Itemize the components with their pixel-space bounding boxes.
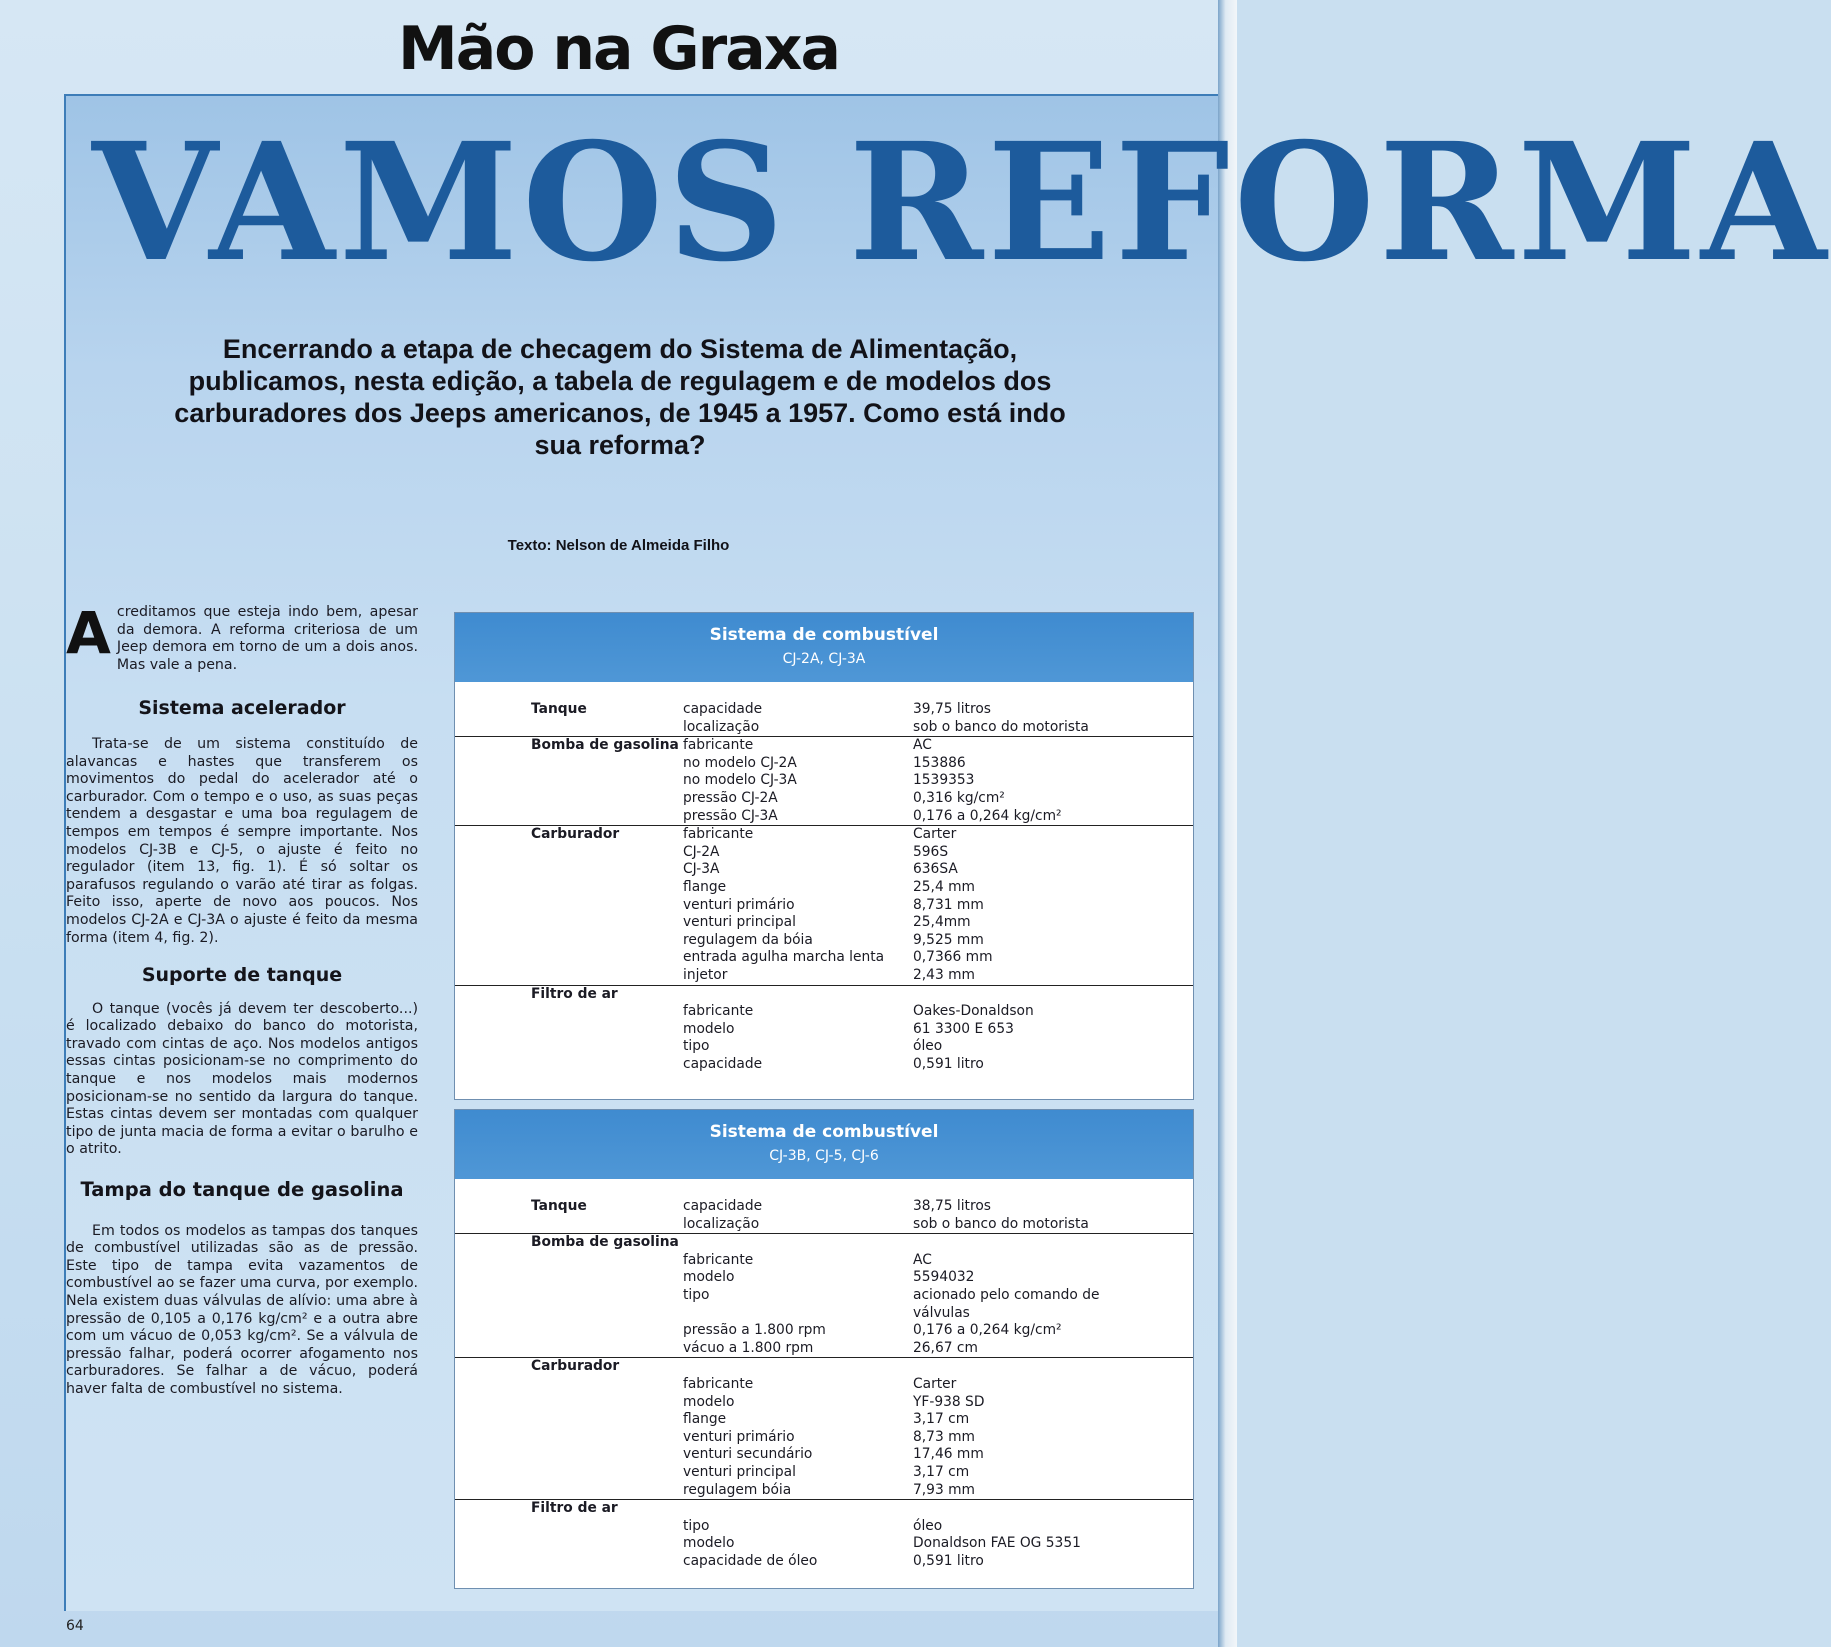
table-row: [455, 755, 1193, 773]
row-parameter: flange: [683, 878, 727, 895]
table-row: [455, 701, 1193, 719]
row-value: 38,75 litros: [913, 1198, 991, 1214]
table-row: [455, 1287, 1193, 1305]
section-heading: Suporte de tanque: [141, 964, 343, 987]
table-row: [455, 1340, 1193, 1359]
table-row: [455, 897, 1193, 915]
table-row: [455, 1376, 1193, 1394]
row-value: sob o banco do motorista: [913, 1215, 1089, 1232]
table-row: [455, 1252, 1193, 1270]
table-body: [455, 1198, 1193, 1570]
table-row: [455, 986, 1193, 1004]
row-parameter: modelo: [683, 1393, 735, 1410]
series-title: Mão na Graxa: [398, 14, 839, 84]
table-subtitle: CJ-3B, CJ-5, CJ-6: [769, 1148, 879, 1164]
table-row: [455, 1234, 1193, 1252]
table-row: [455, 1464, 1193, 1482]
table-row: [455, 932, 1193, 950]
section-body: Em todos os modelos as tampas dos tanques de combustível utilizadas são as de pressão. Este tipo de tampa evita vazamentos de combustível ao se fazer uma curva, por exemplo. Nela existem duas válvulas de alívio: uma abre à pressão de 0,105 a 0,176 kg/cm² e a outra abre com um vácuo de 0,053 kg/cm². Se a válvula de pressão falhar, poderá ocorrer afogamento nos carburadores. Se falhar a de vácuo, poderá haver falta de combustível no sistema.: [66, 1222, 418, 1397]
row-parameter: vácuo a 1.800 rpm: [683, 1339, 814, 1356]
table-row: [455, 1003, 1193, 1021]
row-value: Carter: [913, 826, 957, 843]
author-credit: Texto: Nelson de Almeida Filho: [507, 537, 730, 554]
table-row: [455, 967, 1193, 986]
row-group-label: Tanque: [531, 1198, 587, 1214]
row-parameter: venturi secundário: [683, 1446, 813, 1463]
row-value: 8,731 mm: [913, 896, 984, 913]
row-parameter: localização: [683, 718, 760, 735]
intro-text: creditamos que esteja indo bem, apesar da demora. A reforma criteriosa de um Jeep demora em torno de um a dois anos. Mas vale a pena.: [116, 604, 418, 673]
row-parameter: CJ-2A: [683, 843, 720, 860]
row-value: 0,176 a 0,264 kg/cm²: [913, 807, 1062, 824]
row-value: 2,43 mm: [913, 966, 975, 983]
row-value: 0,591 litro: [913, 1552, 984, 1569]
row-value: óleo: [913, 1038, 943, 1055]
row-parameter: entrada agulha marcha lenta: [683, 949, 885, 966]
row-parameter: venturi primário: [683, 1428, 795, 1445]
row-parameter: fabricante: [683, 1251, 754, 1268]
row-parameter: capacidade: [683, 1198, 763, 1214]
row-parameter: fabricante: [683, 1003, 754, 1020]
row-value: 596S: [913, 843, 949, 860]
row-parameter: no modelo CJ-3A: [683, 772, 797, 789]
lede: Encerrando a etapa de checagem do Sistema de Alimentação, publicamos, nesta edição, a tabela de regulagem e de modelos dos carburadores dos Jeeps americanos, de 1945 a 1957. Como está indo sua reforma?: [174, 334, 1066, 460]
row-parameter: localização: [683, 1215, 760, 1232]
table-row: [455, 1322, 1193, 1340]
table-row: [455, 861, 1193, 879]
table-row: [455, 1553, 1193, 1571]
row-group-label: Carburador: [531, 826, 620, 843]
table-row: [455, 790, 1193, 808]
table-row: [455, 1411, 1193, 1429]
table-row: [455, 844, 1193, 862]
row-parameter: regulagem da bóia: [683, 931, 813, 948]
row-value: 5594032: [913, 1269, 975, 1286]
row-parameter: CJ-3A: [683, 861, 720, 878]
row-parameter: injetor: [683, 966, 728, 983]
row-group-label: Bomba de gasolina: [531, 737, 679, 754]
row-parameter: modelo: [683, 1020, 735, 1037]
row-parameter: modelo: [683, 1535, 735, 1552]
row-value: 636SA: [913, 861, 958, 878]
row-group-label: Filtro de ar: [531, 1500, 618, 1517]
row-value: 0,176 a 0,264 kg/cm²: [913, 1322, 1062, 1339]
row-parameter: venturi primário: [683, 896, 795, 913]
table-row: [455, 1394, 1193, 1412]
row-parameter: capacidade: [683, 701, 763, 717]
row-value: 26,67 cm: [913, 1339, 978, 1356]
row-parameter: pressão CJ-2A: [683, 789, 778, 806]
row-parameter: fabricante: [683, 737, 754, 754]
row-parameter: venturi principal: [683, 914, 796, 931]
row-parameter: pressão CJ-3A: [683, 807, 778, 824]
row-value: 17,46 mm: [913, 1446, 984, 1463]
row-parameter: tipo: [683, 1286, 710, 1303]
row-value: 8,73 mm: [913, 1428, 975, 1445]
table-row: [455, 1535, 1193, 1553]
table-body: [455, 701, 1193, 1073]
table-title: Sistema de combustível: [709, 625, 939, 645]
table-row: [455, 1021, 1193, 1039]
row-value: 1539353: [913, 772, 975, 789]
headline: VAMOS REFORMA: [92, 108, 1831, 298]
row-parameter: tipo: [683, 1517, 710, 1534]
table-row: [455, 772, 1193, 790]
row-parameter: regulagem bóia: [683, 1481, 792, 1498]
table-row: [455, 1358, 1193, 1376]
row-value: Oakes-Donaldson: [913, 1003, 1034, 1020]
table-row: [455, 1500, 1193, 1518]
row-value: 153886: [913, 754, 966, 771]
row-value: 9,525 mm: [913, 931, 984, 948]
table-row: [455, 1518, 1193, 1536]
table-row: [455, 719, 1193, 738]
row-value: Donaldson FAE OG 5351: [913, 1535, 1081, 1552]
spec-table-cj3b-cj5-cj6: [454, 1109, 1194, 1589]
table-row: [455, 914, 1193, 932]
table-row: [455, 1482, 1193, 1501]
table-row: [455, 879, 1193, 897]
table-row: [455, 1305, 1193, 1323]
table-row: [455, 1198, 1193, 1216]
row-parameter: fabricante: [683, 1375, 754, 1392]
row-value: 0,316 kg/cm²: [913, 789, 1005, 806]
row-group-label: Tanque: [531, 701, 587, 717]
table-row: [455, 949, 1193, 967]
table-row: [455, 826, 1193, 844]
row-value: Carter: [913, 1375, 957, 1392]
row-value: 0,7366 mm: [913, 949, 993, 966]
table-row: [455, 737, 1193, 755]
row-value: 25,4mm: [913, 914, 971, 931]
table-header: [455, 1110, 1193, 1179]
row-parameter: pressão a 1.800 rpm: [683, 1322, 826, 1339]
row-parameter: fabricante: [683, 826, 754, 843]
table-header: [455, 613, 1193, 682]
table-row: [455, 1446, 1193, 1464]
row-group-label: Filtro de ar: [531, 985, 618, 1002]
row-value: 7,93 mm: [913, 1481, 975, 1498]
table-subtitle: CJ-2A, CJ-3A: [782, 651, 866, 667]
table-row: [455, 808, 1193, 827]
table-row: [455, 1038, 1193, 1056]
section-heading: Sistema acelerador: [138, 697, 346, 720]
row-value: óleo: [913, 1517, 943, 1534]
row-value: 25,4 mm: [913, 878, 975, 895]
row-value: 39,75 litros: [913, 701, 991, 717]
table-title: Sistema de combustível: [709, 1122, 939, 1142]
section-heading: Tampa do tanque de gasolina: [80, 1178, 404, 1202]
row-value: YF-938 SD: [913, 1393, 985, 1410]
row-value: acionado pelo comando de: [913, 1286, 1100, 1303]
table-row: [455, 1056, 1193, 1074]
section-body: Trata-se de um sistema constituído de alavancas e hastes que transferem os movimentos do pedal do acelerador até o carburador. Com o tempo e o uso, as suas peças tendem a desgastar e uma boa regulagem de tempos em tempos é sempre importante. Nos modelos CJ-3B e CJ-5, o ajuste é feito no regulador (item 13, fig. 1). É só soltar os parafusos regulando o varão até tirar as folgas. Feito isso, aperte de novo aos poucos. Nos modelos CJ-2A e CJ-3A o ajuste é feito da mesma forma (item 4, fig. 2).: [66, 735, 418, 946]
row-parameter: no modelo CJ-2A: [683, 754, 797, 771]
article-column: [66, 599, 418, 1399]
spec-table-cj2a-cj3a: [454, 612, 1194, 1100]
row-group-label: Carburador: [531, 1358, 620, 1375]
row-group-label: Bomba de gasolina: [531, 1234, 679, 1251]
row-value: 3,17 cm: [913, 1463, 970, 1480]
row-parameter: capacidade: [683, 1055, 763, 1072]
table-row: [455, 1269, 1193, 1287]
row-value: válvulas: [913, 1304, 970, 1321]
row-parameter: flange: [683, 1411, 727, 1428]
row-parameter: tipo: [683, 1038, 710, 1055]
row-value: 61 3300 E 653: [913, 1020, 1014, 1037]
row-parameter: modelo: [683, 1269, 735, 1286]
section-body: O tanque (vocês já devem ter descoberto...) é localizado debaixo do banco do motorista, travado com cintas de aço. Nos modelos antigos essas cintas posicionam-se no comprimento do tanque e nos modelos mais modernos posicionam-se no sentido da largura do tanque. Estas cintas devem ser montadas com qualquer tipo de junta macia de forma a evitar o barulho e o atrito.: [66, 1000, 418, 1158]
row-value: sob o banco do motorista: [913, 718, 1089, 735]
row-value: AC: [913, 1251, 932, 1268]
row-value: AC: [913, 737, 932, 754]
drop-cap: A: [66, 599, 111, 667]
table-row: [455, 1429, 1193, 1447]
row-value: 3,17 cm: [913, 1411, 970, 1428]
intro-paragraph: [66, 599, 418, 674]
table-row: [455, 1216, 1193, 1235]
row-parameter: capacidade de óleo: [683, 1552, 818, 1569]
page-number: 64: [66, 1618, 84, 1634]
row-parameter: venturi principal: [683, 1463, 796, 1480]
row-value: 0,591 litro: [913, 1055, 984, 1072]
